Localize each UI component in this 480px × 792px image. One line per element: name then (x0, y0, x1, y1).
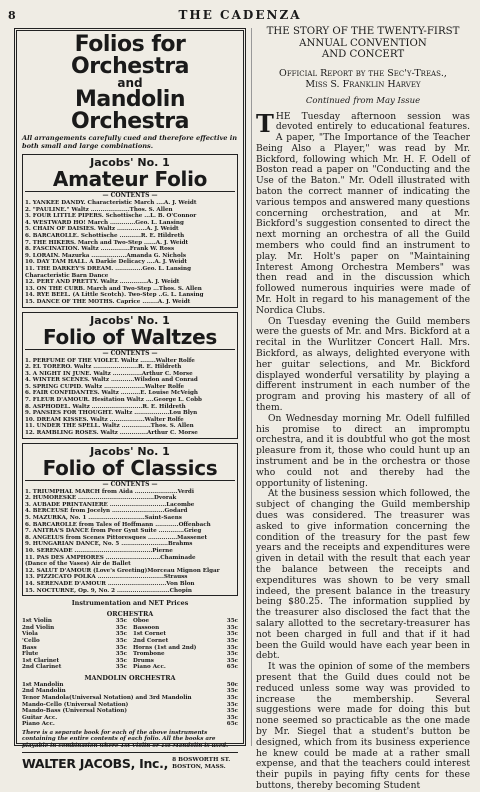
folio-series: Jacobs' No. 1 (90, 313, 170, 327)
piece-item: 5. CHAIN OF DAISIES. Waltz ...............A. J. Weidt (25, 226, 179, 233)
instrument-price: 35c (226, 657, 238, 664)
piece-item: 2. HUMORESKE .......................................Dvorak (25, 495, 177, 502)
publisher-name: WALTER JACOBS, Inc., (22, 756, 169, 772)
instrument-price: 35c (226, 637, 238, 644)
price-row (22, 638, 127, 645)
mandolin-prices (22, 682, 238, 728)
price-row (133, 664, 238, 671)
ad-note: All arrangements carefully cued and therefore effective in both small and large combinations. (22, 134, 238, 150)
price-row (133, 658, 238, 665)
folio-series: Jacobs' No. 1 (90, 444, 170, 458)
publisher-block (22, 752, 238, 771)
article-paragraph: At the business session which followed, the subject of changing the Guild membership dues was considered. The treasurer was asked to give information concerning the condition of the treasury for the past few years and the receipts and expenditures were given in detail with the result that each year the balance between the receipts and expenditures was shown to be very small indeed, the present balance in the treasury being $80.25. The information supplied by the treasurer also disclosed the fact that the salary allotted to the secretary-treasurer has not been charged in full and that if it had been the Guild would have each year been in debt. (256, 489, 470, 662)
piece-item: 1. YANKEE DANDY. Characteristic March ....A. J. Weidt (25, 200, 197, 206)
piece-item: 10. SERENADE ........................................Pierne (25, 547, 173, 554)
instrument-price: 35c (115, 657, 127, 664)
price-row (22, 715, 238, 722)
instrument-price: 35c (226, 708, 238, 715)
instrument-name: Flute (22, 651, 39, 658)
price-row (133, 638, 238, 645)
ad-foot-note: There is a separate book for each of the above instruments containing the entire contents of each folio. All the books are playable in combination where 1st Violin or 1st Mandolin is used. (22, 730, 229, 749)
piece-list (25, 200, 235, 306)
piece-item: 14. SERENADE D'AMOUR ..............................Von Blon (25, 580, 195, 587)
piece-item: 8. ANGELUS from Scenes Pittoresques ...............Massenet (25, 534, 208, 541)
piece-item: 9. HUNGARIAN DANCE, No. 5 ........................Brahms (25, 541, 193, 548)
piece-item: 9. LORAIN. Mazurka ..................Amanda G. Nichols (25, 252, 186, 259)
drop-cap: T (256, 108, 274, 138)
article-paragraph: On Tuesday evening the Guild members were the guests of Mr. and Mrs. Bickford at a recital in the Wurlitzer Concert Hall. Mrs. Bickford, as always, delighted everyone with her guitar selections, and Mr. Bickford displayed wonderful versatility by playing a different instrument in each number of the program and proving his mastery of all of them. (256, 316, 470, 414)
piece-item: 6. BARCAROLLE. Schottische ...........R. E. Hildreth (25, 232, 185, 239)
piece-item: 13. PIZZICATO POLKA ..................................Strauss (25, 574, 188, 581)
instrument-name: Viola (22, 631, 38, 638)
article-byline (256, 68, 470, 90)
piece-item: 7. ANITRA'S DANCE from Peer Gynt Suite .............Grieg (25, 528, 202, 535)
piece-item: 3. FOUR LITTLE PIPERS. Schottische ...L. B. O'Connor (25, 213, 197, 220)
instrument-price: 35c (226, 651, 238, 658)
instrument-name: 1st Violin (22, 618, 52, 625)
instrument-name: Piano Acc. (133, 664, 166, 671)
publisher-address-line1: 8 BOSWORTH ST. (172, 756, 231, 763)
folio-series: Jacobs' No. 1 (90, 156, 170, 169)
piece-item: 1. TRIUMPHAL MARCH from Aida ......................Verdi (25, 488, 194, 495)
folio-list (22, 154, 238, 596)
instrument-price: 65c (226, 721, 238, 728)
instrument-name: Drums (133, 657, 154, 664)
publisher-address (172, 757, 230, 771)
instrumentation-heading: Instrumentation and NET Prices (71, 599, 189, 608)
price-row (22, 658, 127, 665)
piece-item: 1. PERFUME OF THE VIOLET. Waltz ........Walter Rolfe (25, 357, 195, 364)
piece-item: 2. EL TORERO. Waltz .......................R. E. Hildreth (25, 364, 182, 371)
instrument-price: 35c (226, 695, 238, 702)
price-row (22, 631, 127, 638)
instrument-name: 1st Mandolin (22, 681, 64, 688)
price-row (22, 708, 238, 715)
price-row (22, 664, 127, 671)
piece-item: 3. A NIGHT IN JUNE. Waltz ...............Arthur C. Morse (25, 370, 193, 377)
instrument-price: 35c (115, 664, 127, 671)
mandolin-heading: MANDOLIN ORCHESTRA (84, 673, 176, 682)
piece-item: 7. FLEUR D'AMOUR. Hesitation Waltz ....George L. Cobb (25, 397, 202, 404)
instrument-name: Bassoon (133, 624, 160, 631)
article-title-line1: THE STORY OF THE TWENTY-FIRST (266, 26, 460, 37)
folio-advertisement (14, 28, 246, 772)
piece-list (25, 489, 235, 595)
byline-line1: Official Report by the Sec'y-Treas., (279, 67, 447, 79)
piece-item: 6. BARCAROLLE from Tales of Hoffmann ............Offenbach (25, 521, 211, 528)
instrument-name: 1st Cornet (133, 631, 166, 638)
contents-label: — CONTENTS — (25, 191, 235, 199)
instrument-price: 35c (115, 637, 127, 644)
piece-item: 3. AUBADE PRINTANIERE .............................Lacombe (25, 501, 195, 508)
ad-title-and: and (117, 76, 143, 90)
orchestra-prices (22, 618, 238, 671)
price-row (133, 645, 238, 652)
instrument-name: Guitar Acc. (22, 714, 58, 721)
folio-title: Amateur Folio (52, 167, 208, 191)
instrument-name: 2nd Clarinet (22, 664, 62, 671)
instrument-price: 35c (115, 618, 127, 625)
piece-item: 15. DANCE OF THE MOTHS. Caprice ........A. J. Weidt (25, 298, 191, 305)
piece-item: 10. DAY TAM HALL. A Darkie Delicacy ....A. J. Weidt (25, 259, 187, 266)
instrument-price: 35c (226, 624, 238, 631)
piece-item: 7. THE HIKERS. March and Two-Step ......A. J. Weidt (25, 239, 189, 246)
piece-item: 2. "PAULINE." Waltz ....................Thos. S. Allen (25, 206, 173, 213)
price-row (22, 651, 127, 658)
ad-title-line1: Folios for Orchestra (71, 32, 189, 79)
instrument-price: 35c (115, 651, 127, 658)
piece-item: 11. UNDER THE SPELL. Waltz ...............Thos. S. Allen (25, 423, 194, 430)
article-paragraph: On Wednesday morning Mr. Odell fulfilled his promise to direct an impromptu orchestra, and it is doubtful who got the most pleasure from it, those who could hunt up an instrument and be in the orchestra or those who could not and thereby had the opportunity of listening. (256, 413, 470, 489)
instrument-name: 2nd Violin (22, 624, 55, 631)
instrument-name: 1st Clarinet (22, 657, 60, 664)
running-head: THE CADENZA (178, 8, 302, 22)
instrument-name: Tenor Mandola(Universal Notation) and 3rd Mandolin (22, 695, 192, 702)
article (256, 26, 470, 792)
price-row (22, 682, 238, 689)
piece-item: 4. WINTER SCENES. Waltz ............Wilsdon and Conrad (25, 377, 198, 384)
instrument-price: 35c (226, 701, 238, 708)
piece-item: 8. ASPHODEL. Waltz ..........................R. E. Hildreth (25, 403, 186, 410)
price-row (22, 645, 127, 652)
piece-item: 4. BERCEUSE from Jocelyn ...........................Godard (25, 508, 188, 515)
piece-item: 14. RYE BEEL. (A Little Scotch). Two-Step ..G. L. Lansing (25, 292, 204, 299)
piece-item: 11. THE DARKEY'S DREAM. ..............Geo. L. Lansing (25, 265, 192, 272)
instrument-price: 65c (226, 664, 238, 671)
piece-item: 8. FASCINATION. Waltz ...............Frank W. Ross (25, 246, 175, 253)
article-title (256, 26, 470, 61)
instrument-name: Piano Acc. (22, 721, 55, 728)
instrument-price: 50c (226, 681, 238, 688)
piece-list (25, 358, 235, 437)
instrument-name: Oboe (133, 618, 150, 625)
instrument-price: 35c (226, 631, 238, 638)
instrument-name: Trombone (133, 651, 165, 658)
piece-item: 15. NOCTURNE, Op. 9, No. 2 ...........................Chopin (25, 587, 192, 594)
piece-item: 12. RAMBLING ROSES. Waltz ..............Arthur C. Morse (25, 430, 198, 437)
instrument-name: Mando-Cello (Universal Notation) (22, 701, 129, 708)
piece-item: 5. MAZURKA, No. 1 .............................Saint-Saens (25, 515, 182, 521)
price-row (22, 625, 127, 632)
piece-item: 4. WESTWARD HO! March .............Geo. L. Lansing (25, 219, 184, 226)
price-row (133, 625, 238, 632)
instrument-price: 35c (115, 644, 127, 651)
instrument-name: Horns (1st and 2nd) (133, 644, 197, 651)
piece-item: Characteristic Barn Dance (25, 272, 109, 279)
price-row (22, 721, 238, 728)
orchestra-heading: ORCHESTRA (106, 610, 154, 619)
piece-item: 12. PERT AND PRETTY. Waltz ..............A. J. Weidt (25, 279, 180, 286)
folio-box (22, 154, 238, 308)
price-row (133, 618, 238, 625)
instrument-name: 2nd Mandolin (22, 688, 66, 695)
piece-item: 11. PAS DES AMPHORES ............................Chaminade (25, 554, 196, 561)
instrument-price: 35c (226, 644, 238, 651)
piece-item: 12. SALUT D'AMOUR (Love's Greeting)Morceau Mignon Elgar (25, 567, 220, 574)
ad-title-line2: Mandolin Orchestra (71, 87, 189, 134)
price-row (22, 695, 238, 702)
continued-note: Continued from May Issue (305, 95, 421, 106)
instrument-name: Bass (22, 644, 37, 651)
price-row (133, 651, 238, 658)
orchestra-prices-right (133, 618, 238, 671)
contents-label: — CONTENTS — (25, 349, 235, 357)
column-rule (251, 28, 252, 746)
instrument-name: 'Cello (22, 637, 40, 644)
instrument-price: 35c (226, 714, 238, 721)
instrument-price: 35c (115, 624, 127, 631)
folio-box (22, 443, 238, 597)
article-paragraph: THE Tuesday afternoon session was devoted entirely to educational features. A paper, "The Importance of the Teacher Being Also a Player," was read by Mr. Bickford, following which Mr. H. F. Odell of Boston read a paper on "Conducting and the Use of the Baton." Mr. Odell illustrated with baton the correct manner of indicating the various tempos and answered many questions concerning orchestration, and at Mr. Bickford's suggestion consented to direct the next morning an orchestra of all the Guild members who could find an instrument to play. Mr. Holt's paper on "Maintaining Interest Among Orchestra Members" was then read and in the discussion which followed numerous inquiries were made of Mr. Holt in regard to his management of the Nordica Clubs. (256, 108, 470, 316)
instrument-name: 2nd Cornet (133, 637, 169, 644)
instrument-name: Mando-Bass (Universal Notation) (22, 708, 127, 715)
instrument-price: 35c (115, 631, 127, 638)
page-number: 8 (8, 9, 16, 22)
contents-label: — CONTENTS — (25, 480, 235, 488)
article-paragraph: It was the opinion of some of the members present that the Guild dues could not be reduced unless some way was provided to increase the membership. Several suggestions were made for doing this but none seemed so practicable as the one made by Mr. Siegel that a student's button be designed, which from its business experience he knew could be made at a rather small expense, and that the teachers could interest their pupils in paying fifty cents for these buttons, thereby becoming Student (256, 662, 470, 791)
folio-box (22, 312, 238, 439)
price-row (22, 618, 127, 625)
piece-item: 5. SPRING CUPID. Waltz .....................Walter Rolfe (25, 383, 185, 390)
folio-title: Folio of Classics (42, 455, 218, 480)
instrument-price: 35c (226, 618, 238, 625)
piece-item: 10. DREAM KISSES. Waltz ..................Walter Rolfe (25, 416, 184, 423)
price-row (133, 631, 238, 638)
article-body (256, 108, 470, 792)
piece-item: 9. PANSIES FOR THOUGHT. Waltz ..................Lou Blyn (25, 410, 198, 417)
article-title-line2: ANNUAL CONVENTION (299, 37, 427, 49)
piece-item: (Dance of the Vases) Air de Ballet (25, 561, 131, 568)
folio-title: Folio of Waltzes (43, 324, 217, 349)
byline-line2: Miss S. Franklin Harvey (305, 78, 421, 90)
orchestra-prices-left (22, 618, 127, 671)
instrument-price: 35c (226, 688, 238, 695)
article-title-line3: AND CONCERT (321, 49, 405, 60)
piece-item: 6. FAIR CONFIDANTES. Waltz ..........E. Louise McVeigh (25, 390, 198, 397)
publisher-address-line2: BOSTON, MASS. (172, 763, 226, 770)
piece-item: 13. ON THE CURB. March and Two-Step ...Thos. S. Allen (25, 285, 202, 292)
